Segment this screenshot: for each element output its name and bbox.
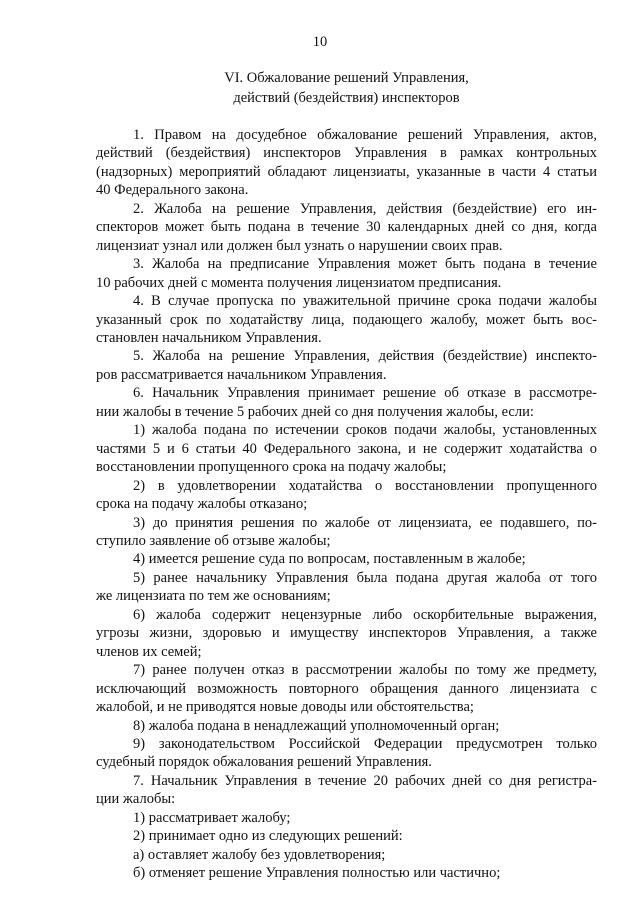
paragraph	[96, 735, 597, 772]
paragraph-line: судебный порядок обжалования решений Управления.	[96, 754, 432, 771]
paragraph	[96, 827, 597, 845]
paragraph-line: ступило заявление об отзыве жалобы;	[96, 532, 331, 549]
page-number: 10	[312, 34, 328, 50]
paragraph-line: действий (бездействия) инспекторов Управления в рамках контрольных	[96, 145, 597, 162]
paragraph-line: 10 рабочих дней с момента получения лицензиатом предписания.	[96, 274, 502, 291]
paragraph	[96, 255, 597, 292]
section-heading-line-1: VI. Обжалование решений Управления,	[224, 70, 469, 86]
section-heading	[96, 68, 597, 108]
paragraph-line: 2) принимает одно из следующих решений:	[133, 828, 403, 845]
paragraph-line: угрозы жизни, здоровью и имуществу инспекторов Управления, а также	[96, 625, 597, 642]
paragraph-line: исключающий возможность повторного обращения данного лицензиата с	[96, 680, 597, 697]
paragraph	[96, 347, 597, 384]
paragraph	[96, 292, 597, 347]
paragraph-line: жалобой, и не приводятся новые доводы или обстоятельства;	[96, 699, 474, 716]
paragraph-line: указанный срок по ходатайству лица, подающего жалобу, может быть вос-	[96, 311, 597, 328]
paragraph-line: восстановлении пропущенного срока на подачу жалобы;	[96, 459, 447, 476]
paragraph	[96, 384, 597, 421]
paragraph-line: нии жалобы в течение 5 рабочих дней со дня получения жалобы, если:	[96, 403, 534, 420]
paragraph	[96, 126, 597, 200]
paragraph-line: срока на подачу жалобы отказано;	[96, 496, 308, 513]
paragraph-line: лицензиат узнал или должен был узнать о нарушении своих прав.	[96, 237, 503, 254]
paragraph-line: б) отменяет решение Управления полностью или частично;	[133, 865, 501, 882]
paragraph-line: 5) ранее начальнику Управления была подана другая жалоба от того	[133, 569, 597, 586]
paragraph-line: 2) в удовлетворении ходатайства о восстановлении пропущенного	[133, 477, 597, 494]
paragraph	[96, 661, 597, 716]
paragraph-line: ров рассматривается начальником Управления.	[96, 366, 387, 383]
paragraph	[96, 846, 597, 864]
paragraph	[96, 864, 597, 882]
paragraph-line: а) оставляет жалобу без удовлетворения;	[133, 846, 386, 863]
paragraph-line: 3) до принятия решения по жалобе от лицензиата, ее подавшего, по-	[133, 514, 597, 531]
paragraph-line: же лицензиата по тем же основаниям;	[96, 588, 331, 605]
paragraph-line: 4. В случае пропуска по уважительной причине срока подачи жалобы	[133, 293, 597, 310]
paragraph-line: 1) жалоба подана по истечении сроков подачи жалобы, установленных	[133, 422, 597, 439]
paragraph-line: становлен начальником Управления.	[96, 329, 322, 346]
paragraph	[96, 421, 597, 476]
paragraph	[96, 569, 597, 606]
paragraph-line: (надзорных) мероприятий обладают лицензиаты, указанные в части 4 статьи	[96, 163, 597, 180]
paragraph	[96, 606, 597, 661]
paragraph-line: ции жалобы:	[96, 791, 176, 808]
paragraph-line: спекторов может быть подана в течение 30 календарных дней со дня, когда	[96, 219, 597, 236]
paragraph-line: 4) имеется решение суда по вопросам, поставленным в жалобе;	[133, 551, 526, 568]
paragraph-line: членов их семей;	[96, 643, 202, 660]
paragraph	[96, 477, 597, 514]
paragraph	[96, 200, 597, 255]
paragraph-line: 2. Жалоба на решение Управления, действия (бездействие) его ин-	[133, 200, 597, 217]
paragraph	[96, 717, 597, 735]
paragraph-line: 9) законодательством Российской Федерации предусмотрен только	[133, 735, 597, 752]
paragraph-line: частями 5 и 6 статьи 40 Федерального закона, и не содержит ходатайства о	[96, 440, 597, 457]
paragraph	[96, 809, 597, 827]
paragraph-line: 8) жалоба подана в ненадлежащий уполномоченный орган;	[133, 717, 500, 734]
paragraph-line: 1. Правом на досудебное обжалование решений Управления, актов,	[133, 127, 597, 143]
section-heading-line-2: действий (бездействия) инспекторов	[233, 90, 460, 106]
document-body	[96, 126, 597, 883]
paragraph	[96, 514, 597, 551]
paragraph-line: 1) рассматривает жалобу;	[133, 809, 291, 826]
paragraph-line: 6) жалоба содержит нецензурные либо оскорбительные выражения,	[133, 606, 597, 623]
paragraph-line: 5. Жалоба на решение Управления, действия (бездействие) инспекто-	[133, 348, 597, 365]
paragraph	[96, 772, 597, 809]
paragraph	[96, 550, 597, 568]
paragraph-line: 7) ранее получен отказ в рассмотрении жалобы по тому же предмету,	[133, 662, 597, 679]
paragraph-line: 3. Жалоба на предписание Управления может быть подана в течение	[133, 256, 597, 273]
paragraph-line: 6. Начальник Управления принимает решение об отказе в рассмотре-	[133, 385, 597, 402]
paragraph-line: 7. Начальник Управления в течение 20 рабочих дней со дня регистра-	[133, 772, 597, 789]
paragraph-line: 40 Федерального закона.	[96, 182, 249, 199]
